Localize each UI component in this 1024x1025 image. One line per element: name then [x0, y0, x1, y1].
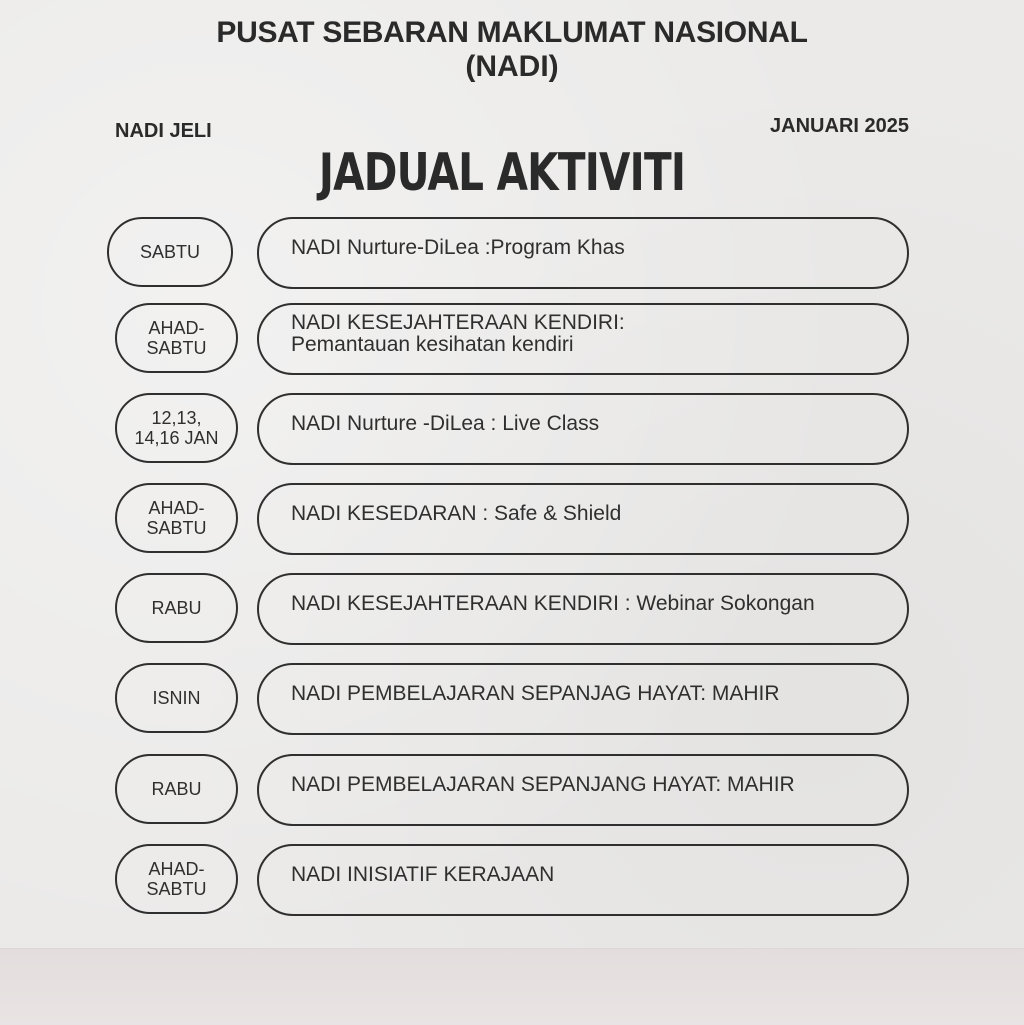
- page-subtitle: (NADI): [465, 50, 559, 83]
- schedule-row: [0, 754, 1024, 828]
- schedule-row: [0, 844, 1024, 918]
- schedule-heading: JADUAL AKTIVITI: [318, 143, 686, 203]
- activity-pill: [257, 303, 909, 375]
- activity-label: NADI Nurture -DiLea : Live Class: [291, 412, 600, 435]
- schedule-row: [0, 573, 1024, 647]
- bottom-band: [0, 948, 1024, 1025]
- activity-pill: [257, 754, 909, 826]
- activity-pill: [257, 393, 909, 465]
- day-pill: AHAD- SABTU: [115, 483, 238, 553]
- activity-label: NADI KESEJAHTERAAN KENDIRI: Pemantauan kesihatan kendiri: [291, 311, 625, 356]
- schedule-row: [0, 393, 1024, 467]
- activity-pill: [257, 844, 909, 916]
- day-pill: RABU: [115, 754, 238, 824]
- activity-label: NADI Nurture-DiLea :Program Khas: [291, 236, 625, 259]
- activity-pill: [257, 663, 909, 735]
- page-title: PUSAT SEBARAN MAKLUMAT NASIONAL: [216, 16, 808, 49]
- month-label: JANUARI 2025: [770, 115, 909, 137]
- day-pill: ISNIN: [115, 663, 238, 733]
- day-pill: AHAD- SABTU: [115, 844, 238, 914]
- activity-label: NADI PEMBELAJARAN SEPANJAG HAYAT: MAHIR: [291, 682, 780, 705]
- activity-pill: [257, 217, 909, 289]
- activity-pill: [257, 483, 909, 555]
- schedule-row: [0, 303, 1024, 377]
- activity-label: NADI PEMBELAJARAN SEPANJANG HAYAT: MAHIR: [291, 773, 795, 796]
- day-pill: AHAD- SABTU: [115, 303, 238, 373]
- day-pill: RABU: [115, 573, 238, 643]
- activity-label: NADI KESEJAHTERAAN KENDIRI : Webinar Sokongan: [291, 592, 815, 615]
- schedule-row: [0, 483, 1024, 557]
- location-label: NADI JELI: [115, 120, 212, 142]
- day-pill: SABTU: [107, 217, 233, 287]
- activity-pill: [257, 573, 909, 645]
- activity-label: NADI INISIATIF KERAJAAN: [291, 863, 555, 886]
- day-pill: 12,13, 14,16 JAN: [115, 393, 238, 463]
- schedule-row: [0, 217, 1024, 291]
- schedule-row: [0, 663, 1024, 737]
- activity-label: NADI KESEDARAN : Safe & Shield: [291, 502, 622, 525]
